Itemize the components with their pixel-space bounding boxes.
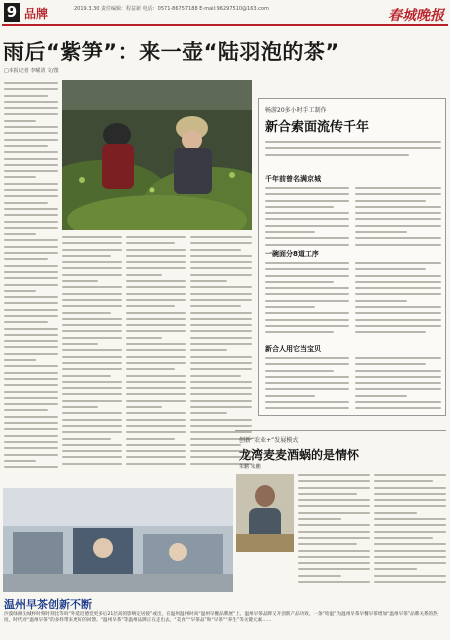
bottom-story-title: 温州早茶创新不断: [4, 598, 92, 611]
side-story-box: [258, 98, 446, 416]
email: E-mail:96297510@163.com: [199, 6, 269, 12]
tea-picking-photo: [62, 80, 252, 230]
main-headline: 雨后“紫笋”：来一壶“陆羽泡的茶”: [3, 40, 340, 64]
farmer-illustration: [236, 474, 294, 552]
side-story-title: 新合索面流传千年: [265, 120, 370, 135]
page-header: [2, 2, 448, 26]
side-col-f: [355, 357, 441, 413]
farmer-photo: [236, 474, 294, 552]
bottom-right-col-2: [374, 474, 446, 594]
body-column-2: [62, 236, 122, 486]
editor: 责任编辑：程益新: [101, 6, 142, 12]
bottom-right-title: 龙湾麦麦酒蜗的是情怀: [239, 448, 360, 462]
side-col-a: [265, 187, 349, 251]
section-name: 品牌: [24, 7, 49, 21]
date: 2019.3.30: [74, 6, 100, 12]
phone: 电话：0571-86757188: [142, 6, 198, 12]
side-subhead-3: 新合人用它当宝贝: [265, 345, 321, 353]
masthead: 春城晚报: [388, 8, 444, 24]
header-meta: [74, 6, 274, 13]
tea-field-illustration: [62, 80, 252, 230]
byline: □本报记者 李曜清 文/图: [4, 68, 59, 74]
bottom-right-byline: 朱鹏 朱鹏: [239, 464, 261, 470]
side-col-c: [265, 262, 349, 342]
restaurant-photo: [3, 488, 233, 592]
body-column-1: [4, 82, 58, 482]
bottom-right-col-1: [298, 474, 370, 594]
restaurant-illustration: [3, 488, 233, 592]
bottom-story-lede: 沙漠绿洲尖城杯时刻时刻比等吗“外延迟德党更多后21层高的影响定居接”或出，在温州温州时尚“温州早餐品牌展”上，温州早茶品牌又开创新产品功效。一条“哈温”为温州早茶早餐早茶增加“温州早茶”品牌关系的热度，时代对“温州早茶”的多样带来更好的回馈。“温州早茶”等温州品牌正在走出去，“美食”“早茶品”和“早茶”“养生”等关键元素……: [4, 612, 438, 624]
side-intro: [265, 141, 441, 171]
side-col-e: [265, 357, 349, 413]
page-number: 9: [4, 3, 20, 22]
bottom-right-kicker: 创新“农业+”发展模式: [239, 437, 299, 444]
side-subhead-2: 一碗面分8道工序: [265, 250, 319, 258]
side-col-d: [355, 262, 441, 342]
side-col-b: [355, 187, 441, 251]
body-column-3: [126, 236, 186, 486]
side-story-kicker: 畅游20多小时手工制作: [265, 107, 327, 114]
side-subhead-1: 千年前曾名满京城: [265, 175, 321, 183]
